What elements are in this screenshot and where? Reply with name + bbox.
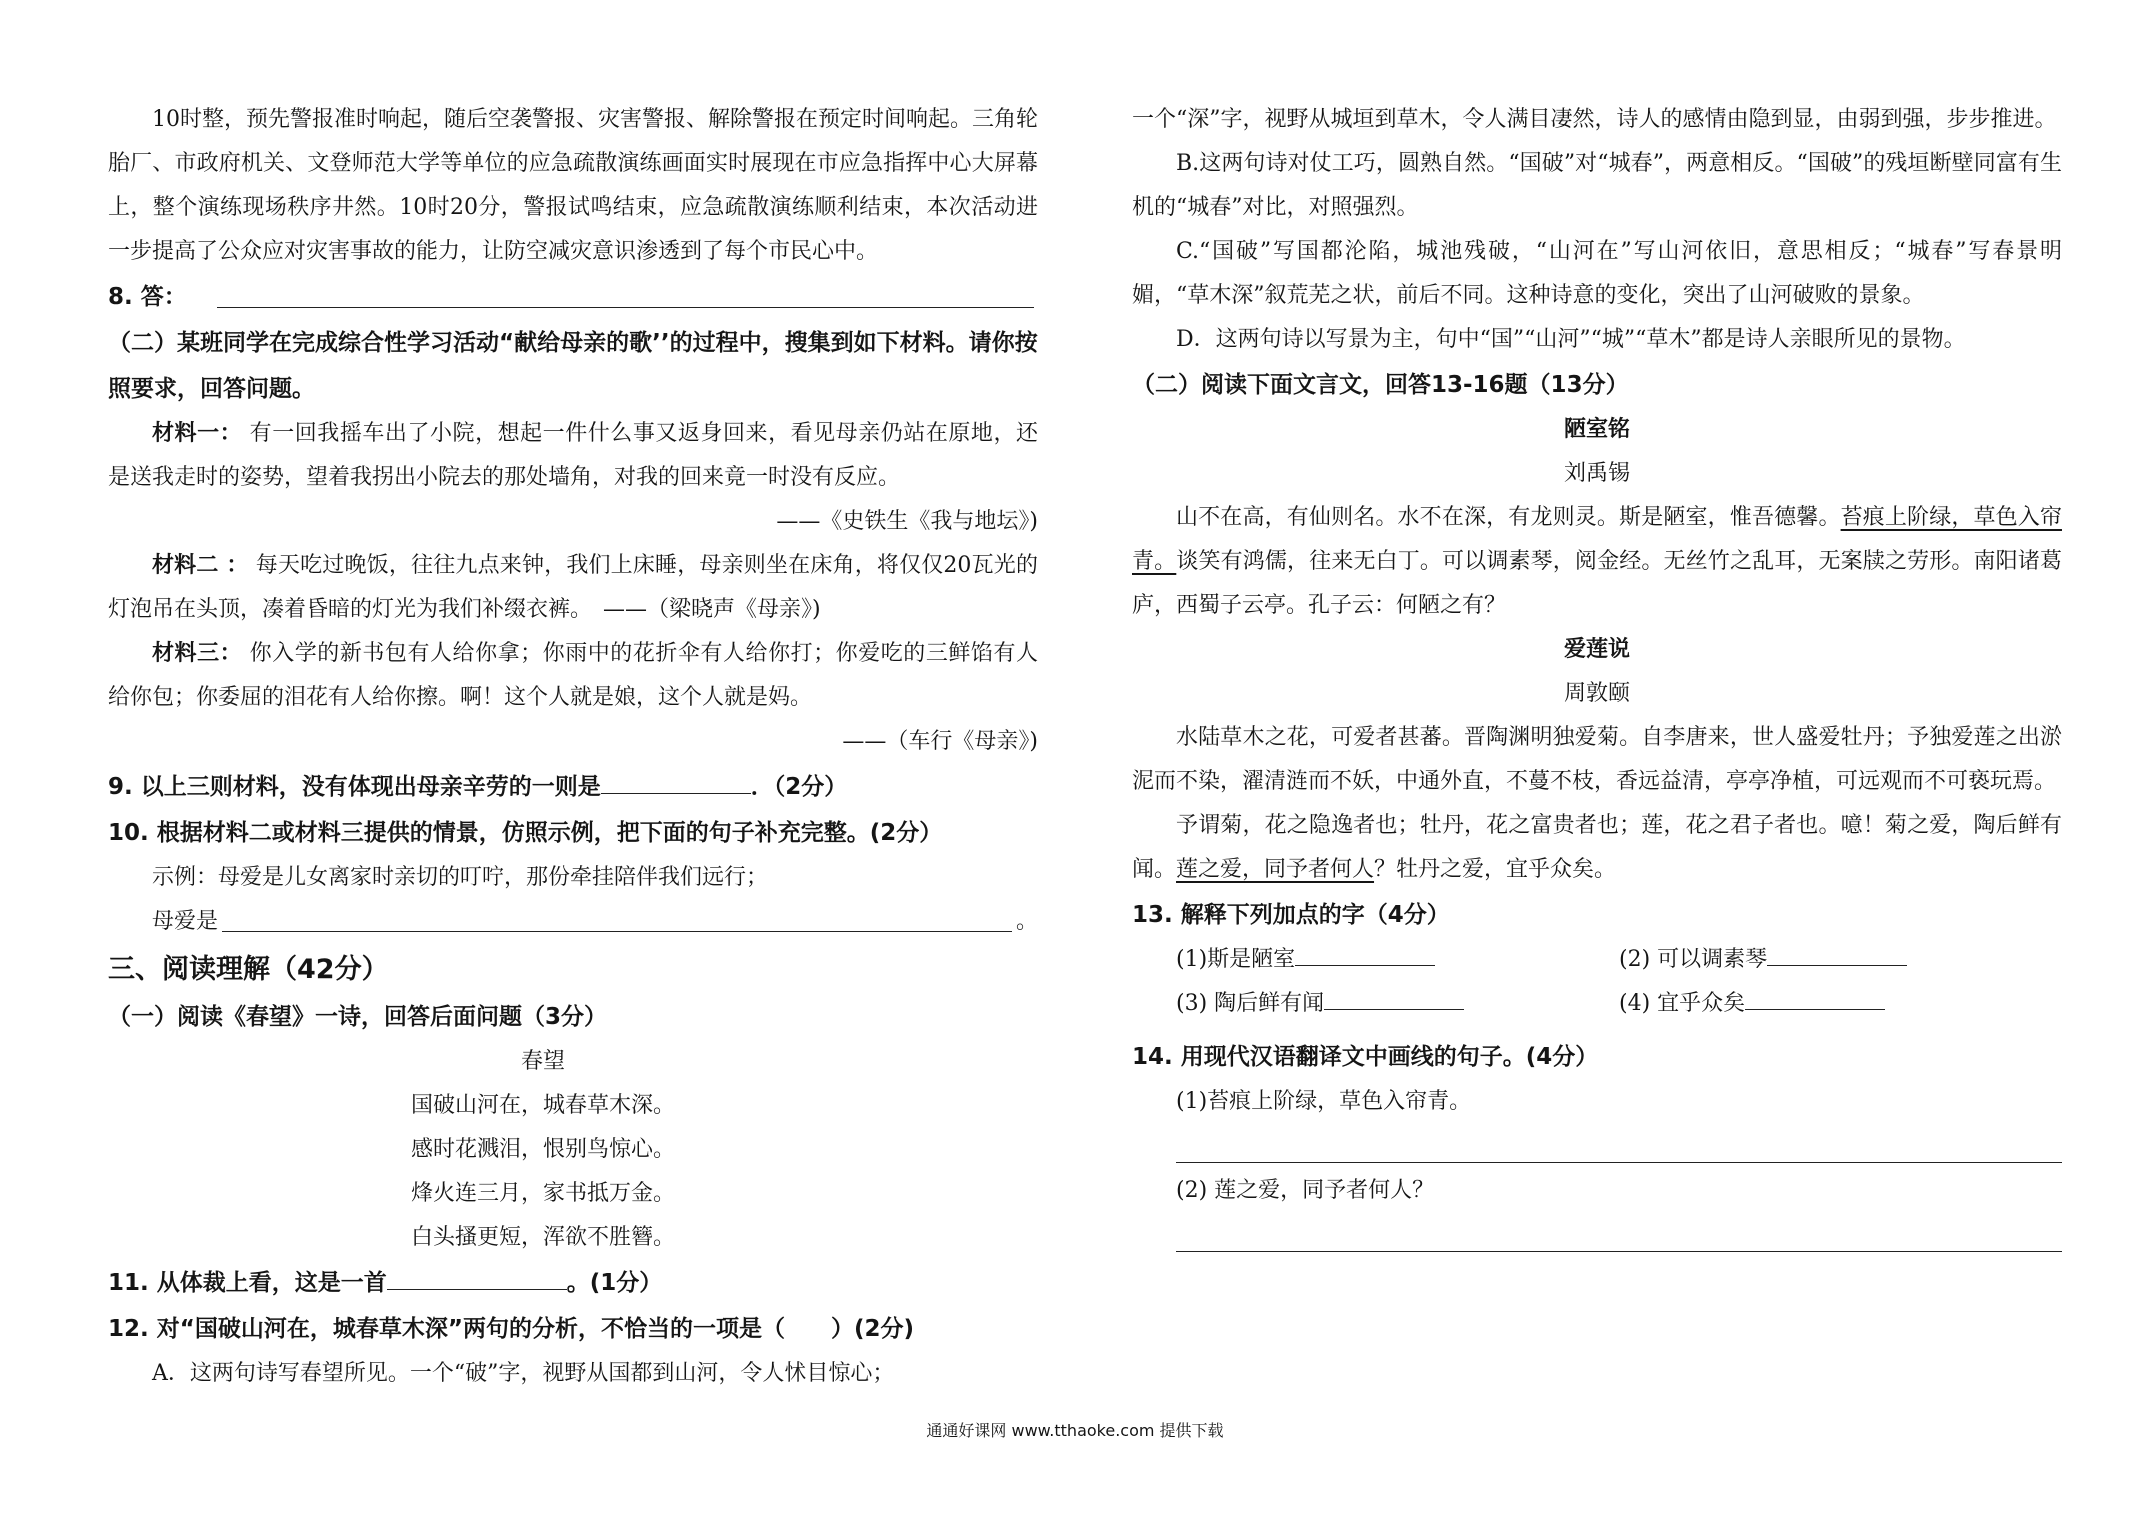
q12-option-a-continued: 一个“深”字，视野从城垣到草木，令人满目凄然，诗人的感情由隐到显，由弱到强，步步推进。: [1132, 107, 2057, 132]
q13-item-1: (1)斯是陋室: [1176, 938, 1619, 982]
material-2-text: 每天吃过晚饭，往往九点来钟，我们上床睡，母亲则坐在床角，将仅仅20瓦光的灯泡吊在头顶，凑着昏暗的灯光为我们补缀衣裤。 ——（梁晓声《母亲》): [108, 553, 1038, 622]
material-2-label: 材料二 ：: [152, 553, 249, 578]
q12-option-c: C.“国破”写国都沦陷，城池残破，“山河在”写山河依旧，意思相反；“城春”写春景明媚，“草木深”叙荒芜之状，前后不同。这种诗意的变化，突出了山河破败的景象。: [1132, 239, 2062, 308]
material-1-text: 有一回我摇车出了小院，想起一件什么事又返身回来，看见母亲仍站在原地，还是送我走时的姿势，望着我拐出小院去的那处墙角，对我的回来竟一时没有反应。: [108, 421, 1038, 490]
q8-label: 8. 答：: [108, 284, 187, 310]
text-1-title: 陋室铭: [1563, 417, 1630, 442]
q12-option-a: A．这两句诗写春望所见。一个“破”字，视野从国都到山河，令人怵目惊心；: [152, 1361, 895, 1386]
subsection-1-heading: （一）阅读《春望》一诗，回答后面问题（3分）: [108, 1004, 608, 1030]
question-12: 12. 对“国破山河在，城春草木深”两句的分析，不恰当的一项是（ ）(2分): [108, 1316, 915, 1342]
text-2-author: 周敦颐: [1563, 681, 1630, 706]
q11-blank[interactable]: [387, 1267, 567, 1290]
text-1-author: 刘禹锡: [1563, 461, 1630, 486]
text-2-underlined: 莲之爱，同予者何人: [1176, 857, 1375, 882]
text-2-paragraph-1: 水陆草木之花，可爱者甚蕃。晋陶渊明独爱菊。自李唐来，世人盛爱牡丹；予独爱莲之出淤泥而不染，濯清涟而不妖，中通外直，不蔓不枝，香远益清，亭亭净植，可远观而不可亵玩焉。: [1132, 725, 2062, 794]
material-1-source: ——《史铁生《我与地坛》): [776, 509, 1038, 534]
poem-title: 春望: [520, 1049, 565, 1074]
q12-option-d: D．这两句诗以写景为主，句中“国”“山河”“城”“草木”都是诗人亲眼所见的景物。: [1176, 327, 1966, 352]
q12-option-b: B.这两句诗对仗工巧，圆熟自然。“国破”对“城春”，两意相反。“国破”的残垣断壁同富有生机的“城春”对比，对照强烈。: [1132, 151, 2062, 220]
part2-heading: （二）某班同学在完成综合性学习活动“献给母亲的歌’’的过程中，搜集到如下材料。请你按照要求，回答问题。: [108, 330, 1038, 402]
material-1-label: 材料一：: [152, 421, 243, 446]
q10-example: 示例：母爱是儿女离家时亲切的叮咛，那份牵挂陪伴我们远行；: [152, 865, 769, 890]
q10-blank-start: 母爱是: [152, 909, 219, 934]
poem-line-4: 白头搔更短，浑欲不胜簪。: [410, 1225, 675, 1250]
material-3: [108, 632, 1038, 720]
q14-answer-line-1[interactable]: [1176, 1124, 2062, 1163]
poem-line-2: 感时花溅泪，恨别鸟惊心。: [410, 1137, 675, 1162]
q13-item-2: (2) 可以调素琴: [1619, 938, 2062, 982]
text-1-underlined: 苔痕上阶绿，草色入帘青。: [1132, 505, 2062, 574]
q13-row-1: [1132, 938, 2062, 982]
question-10: 10. 根据材料二或材料三提供的情景，仿照示例，把下面的句子补充完整。(2分）: [108, 820, 943, 846]
question-13: 13. 解释下列加点的字（4分）: [1132, 902, 1450, 928]
material-1: [108, 412, 1038, 500]
q14-item-1: (1)苔痕上阶绿，草色入帘青。: [1176, 1089, 1472, 1114]
text-2-paragraph-2: 予谓菊，花之隐逸者也；牡丹，花之富贵者也；莲，花之君子者也。噫！菊之爱，陶后鲜有闻。莲之爱，同予者何人？牡丹之爱，宜乎众矣。: [1132, 813, 2062, 882]
question-11: 11. 从体裁上看，这是一首 。(1分）: [108, 1260, 1038, 1306]
q14-answer-line-2[interactable]: [1176, 1213, 2062, 1252]
poem-line-3: 烽火连三月，家书抵万金。: [410, 1181, 675, 1206]
poem-line-1: 国破山河在，城春草木深。: [410, 1093, 675, 1118]
material-3-label: 材料三：: [152, 641, 243, 666]
q13-row-2: [1132, 982, 2062, 1026]
left-column: [108, 98, 1038, 1396]
material-2: [108, 544, 1038, 632]
text-1-body: 山不在高，有仙则名。水不在深，有龙则灵。斯是陋室，惟吾德馨。苔痕上阶绿，草色入帘青。谈笑有鸿儒，往来无白丁。可以调素琴，阅金经。无丝竹之乱耳，无案牍之劳形。南阳诸葛庐，西蜀子云亭。孔子云：何陋之有？: [1132, 505, 2062, 618]
q10-answer-line[interactable]: [108, 900, 1038, 944]
footer-credit: 通通好课网 www.tthaoke.com 提供下载: [926, 1421, 1224, 1440]
section-3-heading: 三、阅读理解（42分）: [108, 954, 389, 985]
q14-item-2: (2) 莲之爱，同予者何人？: [1176, 1178, 1435, 1203]
q13-item-3: (3) 陶后鲜有闻: [1176, 982, 1619, 1026]
intro-paragraph: 10时整，预先警报准时响起，随后空袭警报、灾害警报、解除警报在预定时间响起。三角轮胎厂、市政府机关、文登师范大学等单位的应急疏散演练画面实时展现在市应急指挥中心大屏幕上，整个演练现场秩序井然。10时20分，警报试鸣结束，应急疏散演练顺利结束，本次活动进一步提高了公众应对灾害事故的能力，让防空减灾意识渗透到了每个市民心中。: [108, 107, 1038, 264]
q9-blank[interactable]: [601, 771, 751, 794]
material-3-text: 你入学的新书包有人给你拿；你雨中的花折伞有人给你打；你爱吃的三鲜馅有人给你包；你委屈的泪花有人给你擦。啊！这个人就是娘，这个人就是妈。: [108, 641, 1038, 710]
question-14: 14. 用现代汉语翻译文中画线的句子。(4分）: [1132, 1044, 1599, 1070]
text-2-title: 爱莲说: [1563, 637, 1630, 662]
q10-blank-end: 。: [1015, 909, 1038, 934]
right-column: [1132, 98, 2062, 1258]
question-9: 9. 以上三则材料，没有体现出母亲辛劳的一则是 ．（2分）: [108, 764, 1038, 810]
q13-item-4: (4) 宜乎众矣: [1619, 982, 2062, 1026]
subsection-2-heading: （二）阅读下面文言文，回答13-16题（13分）: [1132, 372, 1629, 398]
q8-answer-line[interactable]: [108, 274, 1038, 320]
material-3-source: ——（车行《母亲》): [842, 729, 1038, 754]
